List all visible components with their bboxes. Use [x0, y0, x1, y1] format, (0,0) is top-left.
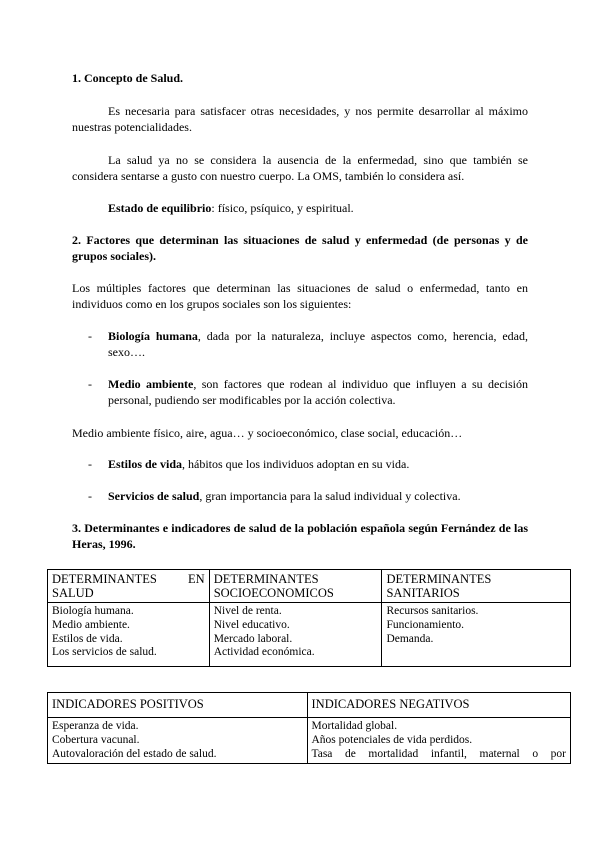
list-item: Biología humana.: [52, 605, 134, 617]
table-cell: [48, 718, 308, 764]
list-item: Recursos sanitarios.: [386, 605, 479, 617]
list-item: Nivel de renta.: [213, 605, 282, 617]
list-item: Los servicios de salud.: [52, 646, 157, 659]
list-item: Años potenciales de vida perdidos.: [311, 733, 473, 746]
list-item: Medio ambiente.: [52, 618, 130, 631]
bullet-dash: -: [88, 489, 92, 503]
indicadores-table: [47, 692, 571, 764]
equilibrio-label: Estado de equilibrio: [108, 201, 212, 215]
list-item: Demanda.: [386, 632, 434, 645]
table-header-cell: INDICADORES NEGATIVOS: [307, 693, 571, 718]
table-row: [48, 718, 571, 764]
table-header-row: [48, 570, 571, 603]
table-row: [48, 603, 571, 667]
table-cell: [209, 603, 382, 667]
list-item: Autovaloración del estado de salud.: [52, 747, 217, 760]
table-cell: [48, 603, 210, 667]
table-header-row: [48, 693, 571, 718]
bullet-medio-ambiente: - Medio ambiente, son factores que rodean al individuo que influyen a su decisión personal, pudiendo ser modificables por la acción colectiva.: [88, 377, 528, 407]
section1-paragraph-1: Es necesaria para satisfacer otras necesidades, y nos permite desarrollar al máximo nuestras potencialidades.: [72, 104, 528, 134]
list-item: Mortalidad global.: [311, 720, 398, 732]
determinantes-table: [47, 569, 571, 667]
list-item: Esperanza de vida.: [52, 720, 139, 732]
table-cell: [307, 718, 571, 764]
bullet-dash: -: [88, 329, 92, 343]
equilibrio-text: : físico, psíquico, y espiritual.: [211, 201, 354, 215]
medio-ambiente-note: Medio ambiente físico, aire, agua… y socioeconómico, clase social, educación…: [72, 426, 463, 440]
list-item: Estilos de vida.: [52, 632, 123, 645]
list-item: Tasa de mortalidad infantil, maternal o por: [311, 747, 566, 760]
table-cell: [382, 603, 571, 667]
equilibrio-line: [72, 200, 528, 216]
bullet-biologia: - Biología humana, dada por la naturaleza, incluye aspectos como, herencia, edad, sexo….: [88, 329, 528, 359]
list-item: Mercado laboral.: [213, 632, 293, 645]
list-item: Cobertura vacunal.: [52, 733, 140, 746]
table-header-cell: DETERMINANTES SOCIOECONOMICOS: [209, 570, 382, 603]
table-header-cell: INDICADORES POSITIVOS: [48, 693, 308, 718]
list-item: Nivel educativo.: [213, 618, 290, 631]
bullet-estilos: - Estilos de vida, hábitos que los individuos adoptan en su vida.: [88, 457, 410, 471]
list-item: Actividad económica.: [213, 646, 315, 659]
table-header-cell: DETERMINANTES SANITARIOS: [382, 570, 571, 603]
list-item: Funcionamiento.: [386, 618, 465, 631]
bullet-dash: -: [88, 377, 92, 391]
bullet-servicios: - Servicios de salud, gran importancia para la salud individual y colectiva.: [88, 489, 461, 503]
section3-heading: 3. Determinantes e indicadores de salud de la población española según Fernández de las Heras, 1996.: [72, 521, 528, 551]
bullet-dash: -: [88, 457, 92, 471]
section2-intro: Los múltiples factores que determinan las situaciones de salud o enfermedad, tanto en individuos como en los grupos sociales son los siguientes:: [72, 281, 528, 311]
table-header-cell: DETERMINANTES EN SALUD: [48, 570, 210, 603]
section1-paragraph-2: La salud ya no se considera la ausencia de la enfermedad, sino que también se considera sentarse a gusto con nuestro cuerpo. La OMS, también lo considera así.: [72, 153, 528, 183]
section2-heading: 2. Factores que determinan las situaciones de salud y enfermedad (de personas y de grupos sociales).: [72, 233, 528, 263]
section1-heading: 1. Concepto de Salud.: [72, 71, 184, 85]
